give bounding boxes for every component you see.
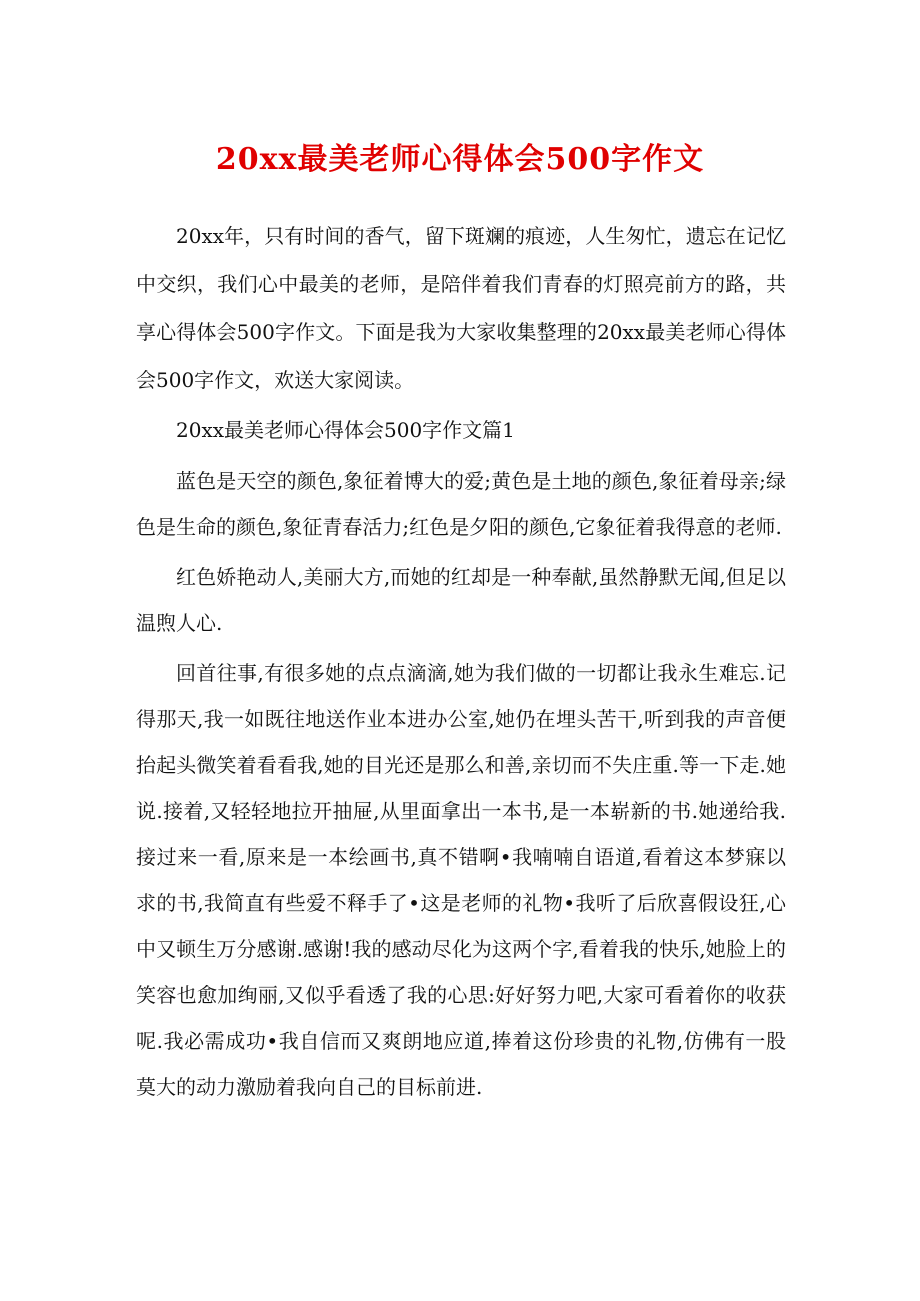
intro-paragraph: 20xx年，只有时间的香气，留下斑斓的痕迹，人生匆忙，遗忘在记忆中交织，我们心中最美的老师，是陪伴着我们青春的灯照亮前方的路，共享心得体会500字作文。下面是我为大家收集整理的20xx最美老师心得体会500字作文，欢送大家阅读。 bbox=[136, 224, 786, 392]
paragraph-red: 红色娇艳动人,美丽大方,而她的红却是一种奉献,虽然静默无闻,但足以温煦人心. bbox=[136, 565, 786, 635]
paragraph-colors: 蓝色是天空的颜色,象征着博大的爱;黄色是土地的颜色,象征着母亲;绿色是生命的颜色,象征青春活力;红色是夕阳的颜色,它象征着我得意的老师. bbox=[136, 469, 786, 539]
section-heading: 20xx最美老师心得体会500字作文篇1 bbox=[176, 418, 515, 442]
document-body bbox=[136, 212, 786, 1110]
document-title: 20xx最美老师心得体会500字作文 bbox=[215, 142, 705, 177]
paragraph-memory: 回首往事,有很多她的点点滴滴,她为我们做的一切都让我永生难忘.记得那天,我一如既往地送作业本进办公室,她仍在埋头苦干,听到我的声音便抬起头微笑着看看我,她的目光还是那么和善,亲切而不失庄重.等一下走.她说.接着,又轻轻地拉开抽屉,从里面拿出一本书,是一本崭新的书.她递给我.接过来一看,原来是一本绘画书,真不错啊•我喃喃自语道,看着这本梦寐以求的书,我简直有些爱不释手了•这是老师的礼物•我听了后欣喜假设狂,心中又顿生万分感谢.感谢!我的感动尽化为这两个字,看着我的快乐,她脸上的笑容也愈加绚丽,又似乎看透了我的心思:好好努力吧,大家可看着你的收获呢.我必需成功•我自信而又爽朗地应道,捧着这份珍贵的礼物,仿佛有一股莫大的动力激励着我向自己的目标前进. bbox=[136, 661, 786, 1099]
